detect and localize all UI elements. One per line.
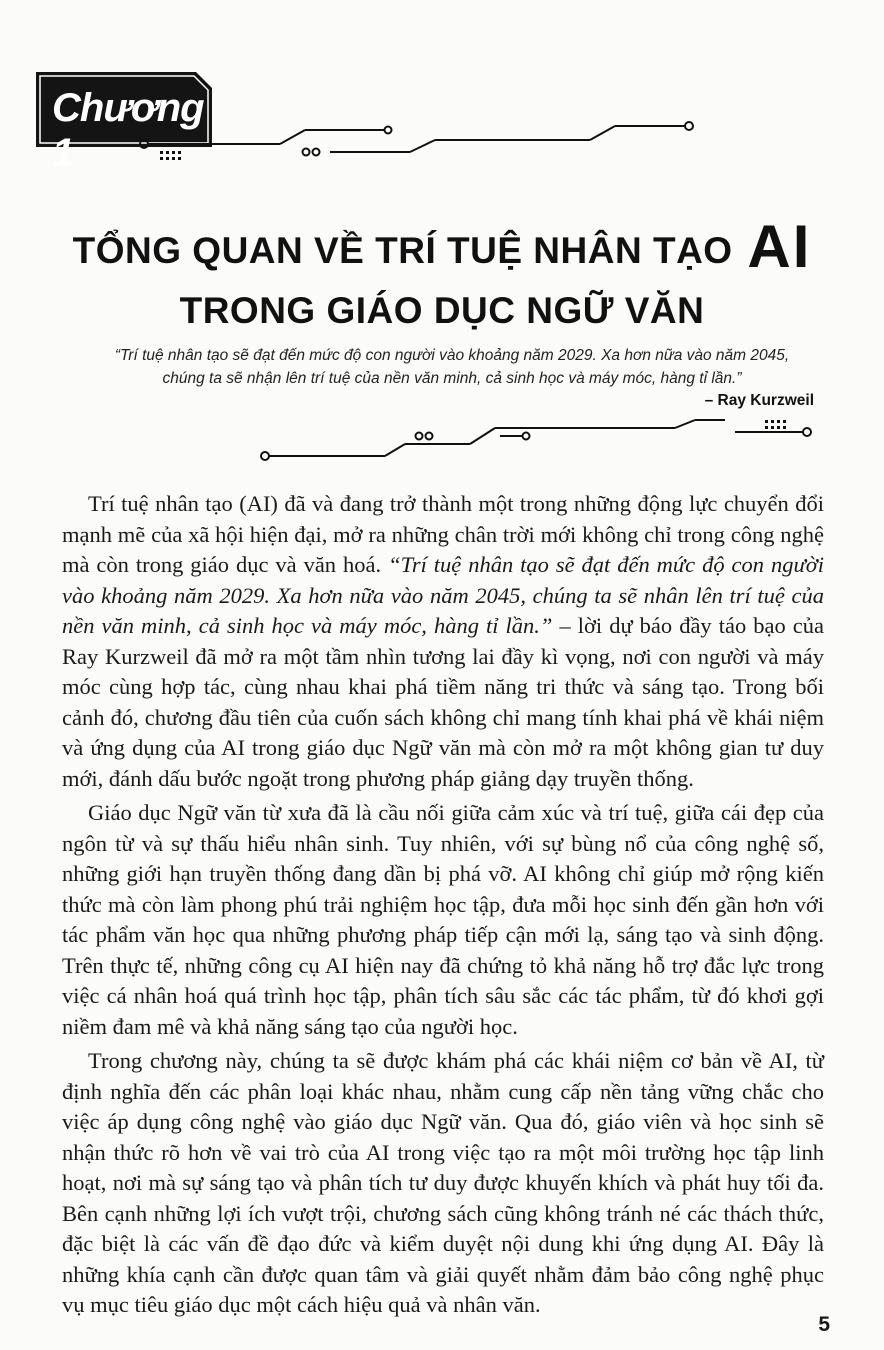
chapter-title-text: TỔNG QUAN VỀ TRÍ TUỆ NHÂN TẠO: [72, 230, 733, 271]
paragraph-1-rest: – lời dự báo đầy táo bạo của Ray Kurzweil đã mở ra một tầm nhìn tương lai đầy kì vọng, nơi con người và máy móc cùng hợp tác, cùng nhau khai phá tiềm năng tri thức và sáng tạo. Trong bối cảnh đó, chương đầu tiên của cuốn sách không chỉ mang tính khai phá về khái niệm và ứng dụng của AI trong giáo dục Ngữ văn mà còn mở ra một không gian tư duy mới, đánh dấu bước ngoặt trong phương pháp giảng dạy truyền thống.: [62, 613, 824, 791]
epigraph-line1: “Trí tuệ nhân tạo sẽ đạt đến mức độ con người vào khoảng năm 2029. Xa hơn nữa vào năm 2045,: [114, 347, 790, 364]
paragraph-1-intro: Trí tuệ nhân tạo (AI) đã và đang trở thành một trong những động lực chuyển đổi mạnh mẽ của xã hội hiện đại, mở ra những chân trời mới không chỉ trong công nghệ mà còn trong giáo dục và văn hoá.: [62, 491, 824, 577]
chapter-title-line2: TRONG GIÁO DỤC NGỮ VĂN: [179, 290, 705, 331]
epigraph-quote: [84, 344, 820, 390]
epigraph-author: – Ray Kurzweil: [704, 392, 814, 409]
paragraph-3: Trong chương này, chúng ta sẽ được khám phá các khái niệm cơ bản về AI, từ định nghĩa đến các phân loại khác nhau, nhằm cung cấp nền tảng vững chắc cho việc áp dụng công nghệ vào giáo dục Ngữ văn. Qua đó, giáo viên và học sinh sẽ nhận thức rõ hơn về vai trò của AI trong việc tạo ra một môi trường học tập linh hoạt, nơi mà sự sáng tạo và phân tích tư duy được khuyến khích và phát huy tối đa. Bên cạnh những lợi ích vượt trội, chương sách cũng không tránh né các thách thức, đặc biệt là các vấn đề đạo đức và kiểm duyệt nội dung khi ứng dụng AI. Đây là những khía cạnh cần được quan tâm và giải quyết nhằm đảm bảo công nghệ phục vụ mục tiêu giáo dục một cách hiệu quả và nhân văn.: [62, 1048, 824, 1317]
chapter-label: Chương 1: [52, 86, 204, 175]
body-text: [62, 489, 824, 1325]
circuit-decoration-top: [130, 112, 700, 164]
chapter-title-line1: [0, 212, 884, 281]
epigraph-line2: chúng ta sẽ nhận lên trí tuệ của nền văn minh, cả sinh học và máy móc, hàng tỉ lần.”: [162, 370, 742, 387]
circuit-decoration-bottom: [255, 412, 820, 467]
paragraph-2: Giáo dục Ngữ văn từ xưa đã là cầu nối giữa cảm xúc và trí tuệ, giữa cái đẹp của ngôn từ và sự thấu hiểu nhân sinh. Tuy nhiên, với sự bùng nổ của công nghệ số, những giới hạn truyền thống đang dần bị phá vỡ. AI không chỉ giúp mở rộng kiến thức mà còn làm phong phú trải nghiệm học tập, đưa mỗi học sinh đến gần hơn với tác phẩm văn học qua những phương pháp tiếp cận mới lạ, sáng tạo và sinh động. Trên thực tế, những công cụ AI hiện nay đã chứng tỏ khả năng hỗ trợ đắc lực trong việc cá nhân hoá quá trình học tập, phân tích sâu sắc các tác phẩm, từ đó khơi gợi niềm đam mê và khả năng sáng tạo của người học.: [62, 800, 824, 1039]
chapter-title-ai: AI: [747, 213, 812, 280]
paragraph-1: [62, 489, 824, 794]
paragraph-1-quote: “Trí tuệ nhân tạo sẽ đạt đến mức độ con người vào khoảng năm 2029. Xa hơn nữa vào năm 2045, chúng ta sẽ nhân lên trí tuệ của nền văn minh, cả sinh học và máy móc, hàng tỉ lần.”: [62, 552, 825, 638]
page-number: 5: [818, 1313, 830, 1336]
